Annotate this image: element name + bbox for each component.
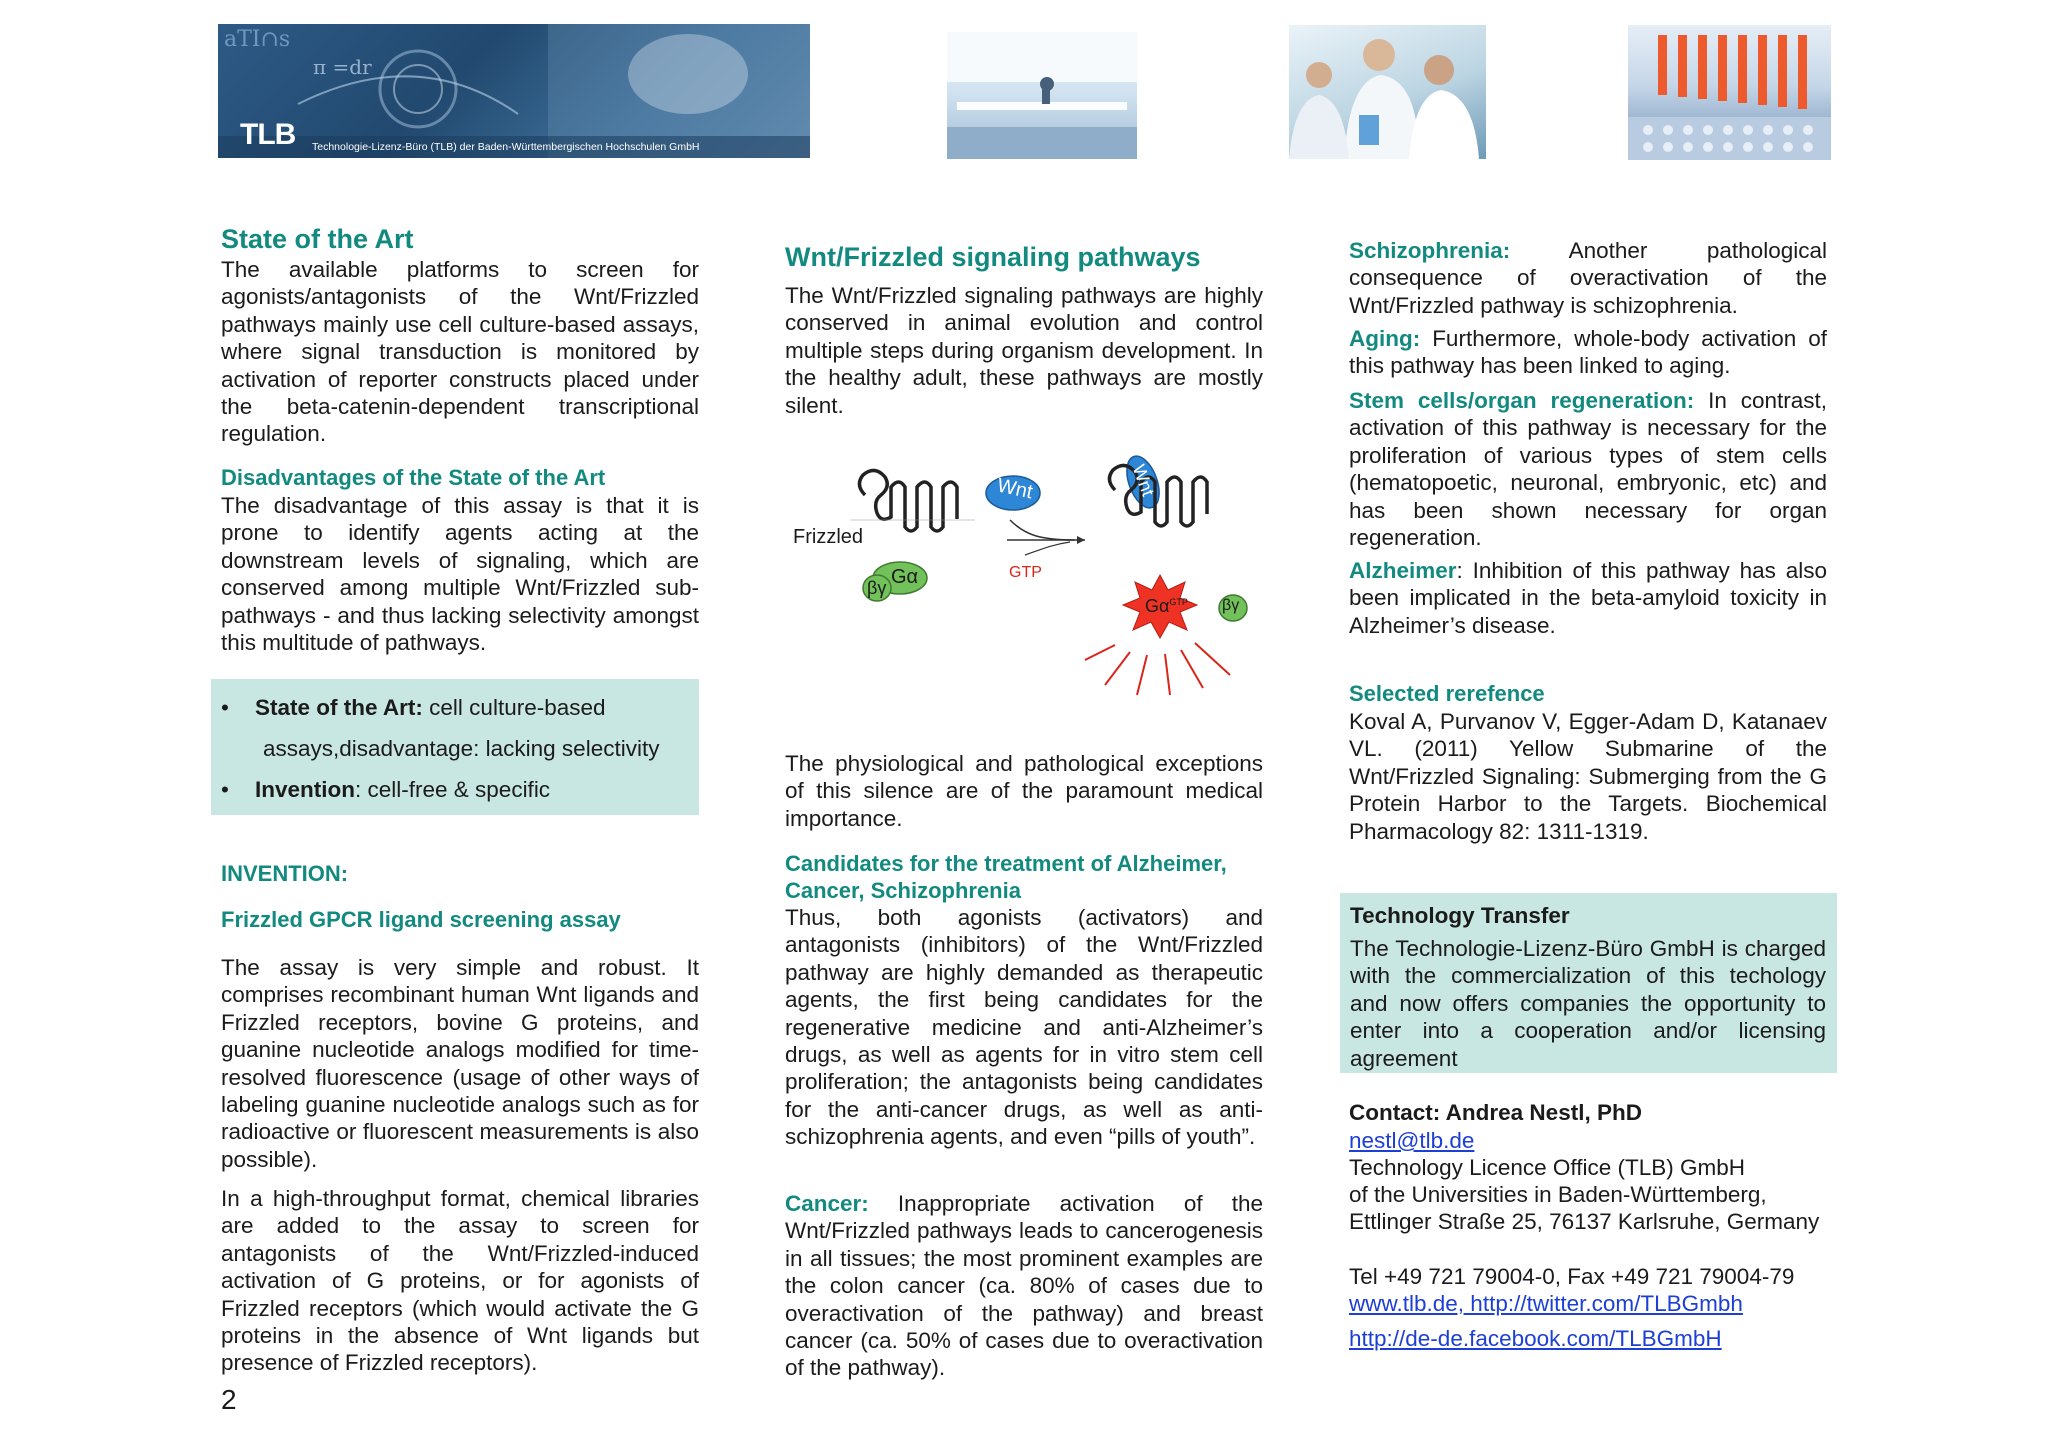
galpha-gtp-sup: GTP xyxy=(1169,597,1188,607)
summary-item-invention xyxy=(221,769,659,810)
cancer-label: Cancer: xyxy=(785,1191,869,1216)
gtp-label: GTP xyxy=(1009,564,1042,581)
silence-exceptions-text: The physiological and pathological exceptions of this silence are of the paramount medical importance. xyxy=(785,751,1263,831)
aging-paragraph xyxy=(1349,325,1827,380)
cancer-paragraph xyxy=(785,1190,1263,1382)
wnt-bound-label: Wnt xyxy=(1128,461,1159,499)
summary-item-disadvantage xyxy=(255,728,659,769)
schizophrenia-paragraph xyxy=(1349,237,1827,319)
contact-email-link[interactable]: nestl@tlb.de xyxy=(1349,1128,1475,1153)
page-number: 2 xyxy=(221,1384,237,1415)
pipette-plate-image xyxy=(1628,25,1831,160)
alzheimer-paragraph xyxy=(1349,557,1827,639)
wnt-pathways-intro: The Wnt/Frizzled signaling pathways are highly conserved in animal evolution and control multiple steps during organism development. In the healthy adult, these pathways are mostly silent. xyxy=(785,283,1263,418)
wnt-label: Wnt xyxy=(995,474,1035,504)
lab-interior-image xyxy=(947,32,1137,159)
schizophrenia-label: Schizophrenia: xyxy=(1349,238,1511,263)
stem-cells-label: Stem cells/organ regeneration: xyxy=(1349,388,1695,413)
tlb-banner-image xyxy=(218,24,810,158)
beta-gamma-label: βγ xyxy=(1222,597,1240,614)
office-phone-fax: Tel +49 721 79004-0, Fax +49 721 79004-79 xyxy=(1349,1264,1795,1289)
office-name: Technology Licence Office (TLB) GmbH xyxy=(1349,1155,1746,1180)
candidates-title: Candidates for the treatment of Alzheimer, Cancer, Schizophrenia xyxy=(785,851,1227,904)
scientists-image xyxy=(1289,25,1486,159)
high-throughput-text: In a high-throughput format, chemical libraries are added to the assay to screen for antagonists of the Wnt/Frizzled-induced activation of G proteins, or for agonists of Frizzled receptors (which would activate the G proteins in the absence of Wnt ligands but presence of Frizzled receptors). xyxy=(221,1186,699,1376)
summary-item-label: Invention xyxy=(255,777,355,802)
technology-transfer-text: The Technologie-Lizenz-Büro GmbH is charged with the commercialization of this techology and now offers companies the opportunity to enter into a cooperation and/or licensing agreement xyxy=(1350,936,1826,1071)
invention-title: INVENTION: xyxy=(221,861,349,886)
assay-title: Frizzled GPCR ligand screening assay xyxy=(221,907,621,932)
bullet-icon: • xyxy=(221,777,229,802)
stem-cells-text: In contrast, activation of this pathway is necessary for the proliferation of various types of stem cells (hematopoetic, neuronal, embryonic, etc) and has been shown necessary for organ regeneration. xyxy=(1349,388,1827,551)
office-address: Ettlinger Straße 25, 76137 Karlsruhe, Germany xyxy=(1349,1209,1820,1234)
aging-label: Aging: xyxy=(1349,326,1421,351)
state-of-art-title: State of the Art xyxy=(221,224,414,254)
galpha-gtp-text: Gα xyxy=(1145,596,1170,616)
summary-item-text: : cell-free & specific xyxy=(355,777,551,802)
summary-item-state-of-art xyxy=(221,687,659,728)
cancer-text: Inappropriate activation of the Wnt/Frizzled pathways leads to cancerogenesis in all tissues; the most prominent examples are the colon cancer (ca. 80% of cases due to overactivation of the pathway) and breast cancer (ca. 50% of cases due to overactivation of the pathway). xyxy=(785,1191,1263,1381)
summary-item-label: State of the Art: xyxy=(255,695,423,720)
technology-transfer-title: Technology Transfer xyxy=(1350,903,1570,928)
alzheimer-text: : Inhibition of this pathway has also been implicated in the beta-amyloid toxicity in Alzheimer’s disease. xyxy=(1349,558,1827,638)
summary-item-text: cell culture-based xyxy=(422,695,606,720)
frizzled-label: Frizzled xyxy=(793,526,864,548)
alzheimer-label: Alzheimer xyxy=(1349,558,1457,583)
galpha-label: Gα xyxy=(891,566,919,588)
technology-transfer-box xyxy=(1340,893,1837,1073)
summary-box xyxy=(211,679,699,815)
reference-title: Selected rerefence xyxy=(1349,681,1545,706)
summary-item-text: assays, xyxy=(263,736,340,761)
schizophrenia-text: Another pathological consequence of overactivation of the Wnt/Frizzled pathway is schizophrenia. xyxy=(1349,238,1827,318)
stem-cells-paragraph xyxy=(1349,387,1827,551)
wnt-pathways-title: Wnt/Frizzled signaling pathways xyxy=(785,242,1201,272)
disadvantages-title: Disadvantages of the State of the Art xyxy=(221,465,606,490)
bullet-icon: • xyxy=(221,695,229,720)
reference-text: Koval A, Purvanov V, Egger-Adam D, Katanaev VL. (2011) Yellow Submarine of the Wnt/Frizzled Signaling: Submerging from the G Protein Harbor to the Targets. Biochemical Pharmacology 82: 1311-1319. xyxy=(1349,709,1827,844)
disadvantages-text: The disadvantage of this assay is that it is prone to identify agents acting at the downstream levels of signaling, which are conserved among multiple Wnt/Frizzled sub-pathways - and thus lacking selectivity amongst this multitude of pathways. xyxy=(221,493,699,656)
aging-text: Furthermore, whole-body activation of this pathway has been linked to aging. xyxy=(1349,326,1827,379)
galpha-gtp-label xyxy=(1145,596,1188,617)
summary-list xyxy=(221,687,660,810)
office-university: of the Universities in Baden-Württemberg, xyxy=(1349,1182,1767,1207)
summary-item-disadvantage-text: disadvantage: lacking selectivity xyxy=(339,736,660,761)
website-twitter-link[interactable]: www.tlb.de, http://twitter.com/TLBGmbh xyxy=(1349,1291,1743,1316)
assay-text: The assay is very simple and robust. It comprises recombinant human Wnt ligands and Frizzled receptors, bovine G proteins, and guanine nucleotide analogs modified for time-resolved fluorescence (usage of other ways of labeling guanine nucleotide analogs such as for radioactive or fluorescent measurements is also possible). xyxy=(221,955,699,1172)
facebook-link[interactable]: http://de-de.facebook.com/TLBGmbH xyxy=(1349,1326,1722,1351)
svg-text:aTI∩s: aTI∩s xyxy=(224,27,291,52)
wnt-signaling-diagram xyxy=(785,440,1265,725)
candidates-text: Thus, both agonists (activators) and antagonists (inhibitors) of the Wnt/Frizzled pathway are highly demanded as therapeutic agents, the first being candidates for the regenerative medicine and anti-Alzheimer’s drugs, as well as agents for in vitro stem cell proliferation; the antagonists being candidates for the anti-cancer drugs, as well as anti-schizophrenia agents, and even “pills of youth”. xyxy=(785,905,1263,1150)
beta-gamma-label: βγ xyxy=(867,578,887,598)
contact-name: Contact: Andrea Nestl, PhD xyxy=(1349,1100,1642,1125)
svg-text:π =dr: π =dr xyxy=(313,55,372,79)
state-of-art-text: The available platforms to screen for agonists/antagonists of the Wnt/Frizzled pathways mainly use cell culture-based assays, where signal transduction is monitored by activation of reporter constructs placed under the beta-catenin-dependent transcriptional regulation. xyxy=(221,257,699,447)
banner-caption: Technologie-Lizenz-Büro (TLB) der Baden-Württembergischen Hochschulen GmbH xyxy=(312,141,700,153)
tlb-logo: TLB xyxy=(240,118,296,151)
